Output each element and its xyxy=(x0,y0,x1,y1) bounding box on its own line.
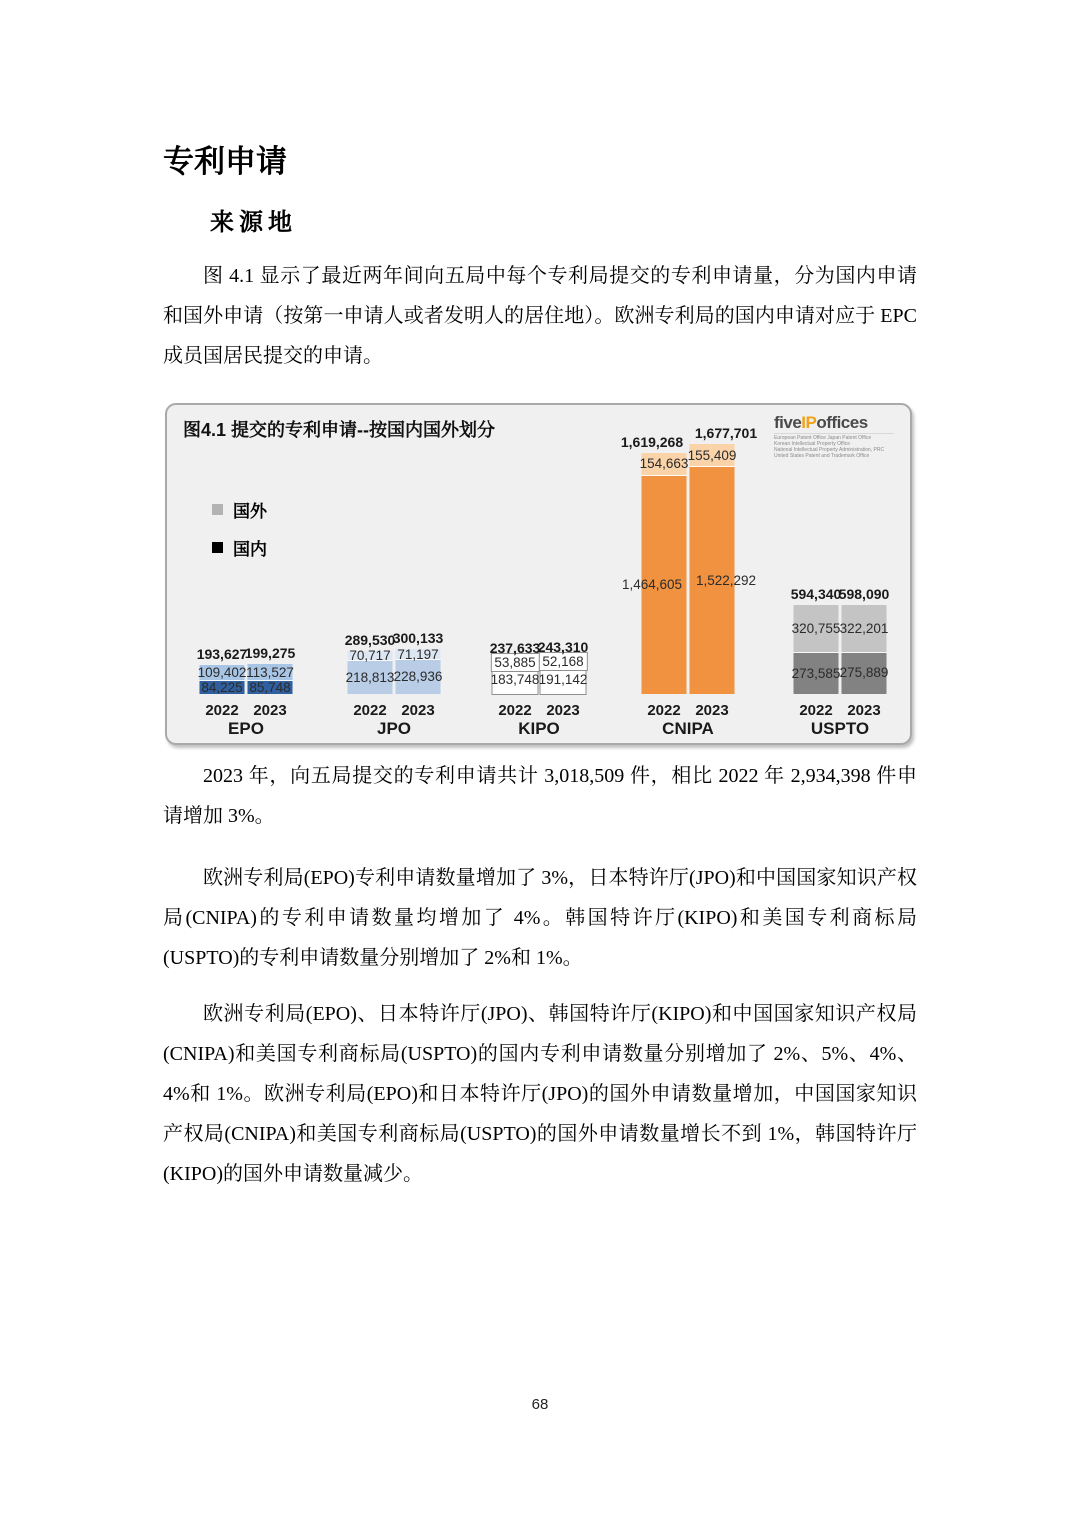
bar-group-uspto xyxy=(790,405,890,743)
office-label: JPO xyxy=(376,719,412,738)
bar-group-jpo xyxy=(344,405,444,743)
total-value-label: 598,090 xyxy=(838,585,890,602)
total-value-label: 1,619,268 xyxy=(620,433,684,450)
foreign-value-label: 53,885 xyxy=(490,653,539,672)
paragraph-totals: 2023 年，向五局提交的专利申请共计 3,018,509 件，相比 2022 年 2,934,398 件申请增加 3%。 xyxy=(163,765,917,827)
paragraph-intro: 图 4.1 显示了最近两年间向五局中每个专利局提交的专利申请量，分为国内申请和国外申请（按第一申请人或者发明人的居住地）。欧洲专利局的国内申请对应于 EPC 成员国居民提交的申请。 xyxy=(163,265,917,367)
office-label: USPTO xyxy=(810,719,870,738)
section-heading: 来源地 xyxy=(210,210,297,236)
bar-group-kipo xyxy=(489,405,589,743)
bar-2023 xyxy=(537,638,589,719)
domestic-value-label: 1,464,605 xyxy=(621,576,683,592)
bar-2023 xyxy=(392,630,444,719)
legend-label-foreign: 国外 xyxy=(233,502,267,521)
bar-pair xyxy=(344,630,444,719)
office-label: KIPO xyxy=(518,719,560,738)
logo-line-3: National Intellectual Property Administration, PRC xyxy=(774,447,885,453)
figure-4-1 xyxy=(165,403,912,745)
bar-pair xyxy=(196,645,296,719)
bar-group-epo xyxy=(196,405,296,743)
foreign-value-label: 154,663 xyxy=(639,456,689,472)
year-label: 2023 xyxy=(546,702,580,719)
foreign-value-label: 113,527 xyxy=(246,664,294,680)
logo-ip: IP xyxy=(801,413,817,432)
total-value-label: 193,627 xyxy=(196,646,248,663)
paragraph-office-growth: 欧洲专利局(EPO)专利申请数量增加了 3%，日本特许厅(JPO)和中国国家知识产权局(CNIPA)的专利申请数量均增加了 4%。韩国特许厅(KIPO)和美国专利商标局(USPTO)的专利申请数量分别增加了 2%和 1%。 xyxy=(163,867,917,969)
bar-pair xyxy=(489,638,589,719)
logo-five: five xyxy=(774,413,802,432)
foreign-value-label: 70,717 xyxy=(349,648,391,664)
total-value-label: 289,530 xyxy=(344,631,396,648)
bar-2022 xyxy=(196,646,248,719)
page-number: 68 xyxy=(531,1396,549,1413)
year-label: 2022 xyxy=(205,702,239,719)
domestic-value-label: 183,748 xyxy=(490,672,540,688)
domestic-value-label: 273,585 xyxy=(791,665,841,681)
total-value-label: 243,310 xyxy=(537,638,589,655)
foreign-value-label: 322,201 xyxy=(839,620,889,636)
office-label: CNIPA xyxy=(662,719,714,738)
domestic-value-label: 228,936 xyxy=(393,668,443,684)
year-label: 2022 xyxy=(647,702,681,719)
year-label: 2022 xyxy=(353,702,387,719)
total-value-label: 199,275 xyxy=(244,645,296,662)
bar-2023 xyxy=(687,425,758,719)
bar-2022 xyxy=(790,586,842,719)
year-label: 2023 xyxy=(695,702,729,719)
foreign-value-label: 155,409 xyxy=(687,447,737,463)
legend-label-domestic: 国内 xyxy=(233,540,267,559)
logo-line-1: European Patent Office Japan Patent Office xyxy=(774,435,872,441)
bar-2023 xyxy=(838,585,890,719)
figure-title: 图4.1 提交的专利申请--按国内国外划分 xyxy=(183,420,496,440)
total-value-label: 1,677,701 xyxy=(694,425,758,441)
logo-offices: offices xyxy=(816,413,868,432)
domestic-value-label: 191,142 xyxy=(538,671,588,687)
foreign-value-label: 71,197 xyxy=(397,646,439,662)
year-label: 2022 xyxy=(799,702,833,719)
bar-group-cnipa xyxy=(620,405,758,743)
foreign-value-label: 52,168 xyxy=(538,652,587,671)
logo-line-2: Korean Intellectual Property Office xyxy=(774,441,851,447)
domestic-value-label: 218,813 xyxy=(345,669,395,685)
domestic-value-label: 85,748 xyxy=(249,679,291,695)
year-label: 2022 xyxy=(498,702,532,719)
total-value-label: 237,633 xyxy=(489,639,541,656)
office-label: EPO xyxy=(228,719,264,738)
foreign-value-label: 320,755 xyxy=(791,621,841,637)
foreign-value-label: 109,402 xyxy=(197,665,247,681)
year-label: 2023 xyxy=(253,702,287,719)
domestic-value-label: 1,522,292 xyxy=(695,572,757,588)
bar-2022 xyxy=(344,631,396,719)
bar-pair xyxy=(620,425,758,719)
year-label: 2023 xyxy=(847,702,881,719)
paragraph-domestic-foreign-growth: 欧洲专利局(EPO)、日本特许厅(JPO)、韩国特许厅(KIPO)和中国国家知识产权局(CNIPA)和美国专利商标局(USPTO)的国内专利申请数量分别增加了 2%、5%、4%、4%和 1%。欧洲专利局(EPO)和日本特许厅(JPO)的国外申请数量增加，中国国家知识产权局(CNIPA)和美国专利商标局(USPTO)的国外申请数量增长不到 1%，韩国特许厅(KIPO)的国外申请数量减少。 xyxy=(163,1003,917,1185)
domestic-value-label: 275,889 xyxy=(839,665,889,681)
bar-2022 xyxy=(620,433,689,719)
logo-line-4: United States Patent and Trademark Office xyxy=(774,453,870,459)
bar-2023 xyxy=(244,645,296,719)
total-value-label: 300,133 xyxy=(392,630,444,647)
page-title: 专利申请 xyxy=(163,144,287,179)
bar-pair xyxy=(790,585,890,719)
domestic-value-label: 84,225 xyxy=(201,679,243,695)
total-value-label: 594,340 xyxy=(790,586,842,603)
bar-2022 xyxy=(489,639,541,719)
year-label: 2023 xyxy=(401,702,435,719)
